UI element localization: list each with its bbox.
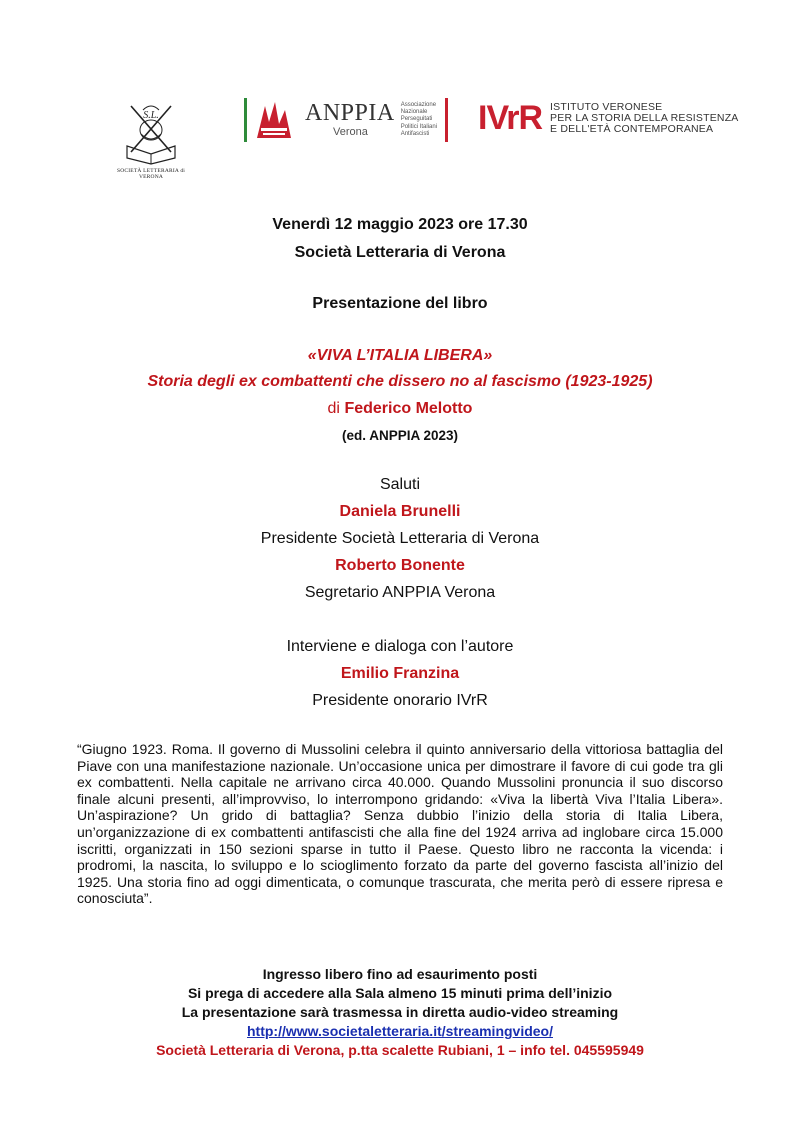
ivrr-mark: IVrR bbox=[478, 99, 543, 137]
anppia-assoc-line: Antifascisti bbox=[400, 130, 430, 137]
footer-arrival-note: Si prega di accedere alla Sala almeno 15 minuti prima dell’inizio bbox=[187, 985, 613, 1001]
book-author-line bbox=[0, 400, 800, 418]
footer-address: Società Letteraria di Verona, p.tta scalette Rubiani, 1 – info tel. 045595949 bbox=[156, 1042, 644, 1058]
dialogue-intro: Interviene e dialoga con l’autore bbox=[286, 638, 514, 655]
anppia-name: ANPPIA bbox=[305, 100, 395, 126]
svg-text:S.L.: S.L. bbox=[143, 110, 159, 121]
saluti-label: Saluti bbox=[379, 476, 421, 493]
logo-bar bbox=[0, 95, 800, 185]
speaker-role: Segretario ANPPIA Verona bbox=[304, 584, 496, 601]
book-author: Federico Melotto bbox=[344, 400, 473, 417]
ivrr-text-line: ISTITUTO VERONESE bbox=[550, 100, 663, 113]
anppia-assoc-line: Associazione bbox=[400, 101, 437, 108]
speaker-name: Emilio Franzina bbox=[340, 665, 460, 682]
societa-logo-caption: SOCIETÀ LETTERARIA di VERONA bbox=[116, 168, 186, 180]
anppia-logo bbox=[244, 98, 448, 142]
book-blurb: “Giugno 1923. Roma. Il governo di Mussolini celebra il quinto anniversario della vittoriosa battaglia del Piave con una manifestazione nazionale. Un’occasione unica per dimostrare il favore di cui gode tra gli ex combattenti. Nella capitale ne arrivano circa 40.000. Quando Mussolini pronuncia il suo discorso finale alcuni presenti, all’improvviso, lo interrompono gridando: «Viva la libertà Viva l’Italia Libera». Un’aspirazione? Un grido di battaglia? Senza dubbio l’inizio della storia di Italia Libera, un’organizzazione di ex combattenti antifascisti che alla fine del 1924 arriva ad inglobare circa 15.000 iscritti, organizzati in 150 sezioni sparse in tutto il Paese. Questo libro ne racconta la vicenda: i prodromi, la nascita, lo sviluppo e lo scioglimento forzato da parte del governo fascista all’inizio del 1925. Una storia fino ad oggi dimenticata, o comunque trascurata, che merita però di essere ripresa e conosciuta”. bbox=[77, 741, 723, 907]
book-title: «VIVA L’ITALIA LIBERA» bbox=[307, 347, 493, 364]
anppia-assoc-line: Perseguitati bbox=[400, 116, 433, 123]
societa-letteraria-emblem-icon bbox=[121, 100, 181, 166]
book-subtitle: Storia degli ex combattenti che dissero no al fascismo (1923-1925) bbox=[147, 373, 653, 390]
anppia-assoc-line: Nazionale bbox=[400, 109, 428, 116]
anppia-association-text bbox=[401, 102, 437, 138]
anppia-flame-icon bbox=[251, 98, 297, 142]
ivrr-logo bbox=[478, 101, 739, 135]
speaker-name: Roberto Bonente bbox=[335, 557, 465, 574]
societa-letteraria-logo bbox=[106, 100, 196, 180]
speaker-role: Presidente Società Letteraria di Verona bbox=[260, 530, 540, 547]
author-prefix: di bbox=[327, 400, 345, 417]
anppia-green-bar bbox=[244, 98, 247, 142]
book-edition: (ed. ANPPIA 2023) bbox=[341, 428, 459, 443]
speaker-role: Presidente onorario IVrR bbox=[312, 692, 488, 709]
anppia-red-bar bbox=[445, 98, 448, 142]
ivrr-text-line: PER LA STORIA DELLA RESISTENZA bbox=[550, 111, 739, 124]
streaming-link[interactable]: http://www.societaletteraria.it/streamingvideo/ bbox=[247, 1023, 553, 1039]
ivrr-text-line: E DELL'ETÀ CONTEMPORANEA bbox=[550, 122, 714, 135]
footer-streaming-note: La presentazione sarà trasmessa in diretta audio-video streaming bbox=[181, 1004, 619, 1020]
footer-entry-note: Ingresso libero fino ad esaurimento posti bbox=[262, 966, 538, 982]
event-date: Venerdì 12 maggio 2023 ore 17.30 bbox=[272, 216, 528, 233]
anppia-city: Verona bbox=[333, 126, 368, 138]
presentation-heading: Presentazione del libro bbox=[312, 295, 488, 312]
event-venue: Società Letteraria di Verona bbox=[294, 244, 506, 261]
ivrr-institute-name bbox=[550, 102, 738, 135]
speaker-name: Daniela Brunelli bbox=[339, 503, 461, 520]
anppia-assoc-line: Politici Italiani bbox=[400, 123, 438, 130]
footer-link-line bbox=[0, 1023, 800, 1039]
